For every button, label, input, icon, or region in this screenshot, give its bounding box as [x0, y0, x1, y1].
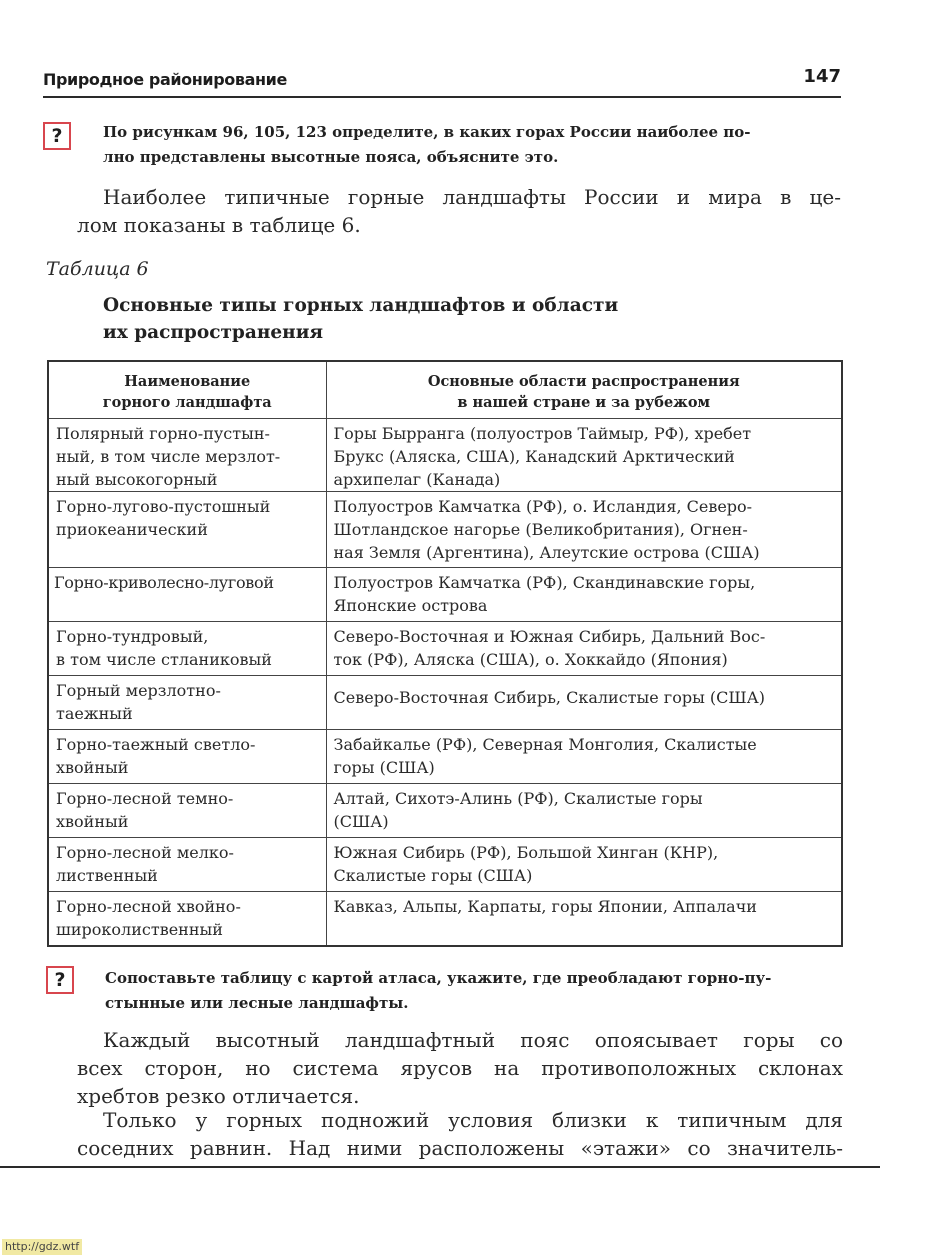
- column-header-areas: Основные области распространения в нашей стране и за рубежом: [326, 361, 842, 419]
- body-line: Только у горных подножий условия близки к типичным для: [103, 1108, 843, 1132]
- table-label: Таблица 6: [46, 258, 149, 280]
- section-title: Природное районирование: [43, 70, 287, 89]
- intro-line: Наиболее типичные горные ландшафты России и мира в це-: [103, 185, 841, 209]
- question-1-line: По рисункам 96, 105, 123 определите, в каких горах России наиболее по-: [103, 123, 751, 141]
- question-mark-icon: ?: [43, 122, 71, 150]
- landscape-name-cell: Полярный горно-пустын- ный, в том числе мерзлот- ный высокогорный: [48, 419, 326, 492]
- table-row: [48, 492, 842, 568]
- intro-paragraph: [77, 183, 841, 239]
- table-row: [48, 419, 842, 492]
- landscape-areas-cell: Южная Сибирь (РФ), Большой Хинган (КНР), Скалистые горы (США): [326, 838, 842, 892]
- question-1: [103, 120, 841, 170]
- page-header: [43, 66, 841, 98]
- table-row: [48, 622, 842, 676]
- landscape-name-cell: Горно-тундровый, в том числе стланиковый: [48, 622, 326, 676]
- question-1-line: лно представлены высотные пояса, объясните это.: [103, 148, 559, 166]
- table-row: [48, 892, 842, 946]
- landscape-areas-cell: Алтай, Сихотэ-Алинь (РФ), Скалистые горы (США): [326, 784, 842, 838]
- landscape-name-cell: Горно-криволесно-луговой: [48, 568, 326, 622]
- question-2-line: Сопоставьте таблицу с картой атласа, укажите, где преобладают горно-пу-: [105, 969, 772, 987]
- footer-rule: [0, 1166, 880, 1168]
- body-paragraph-2: [77, 1106, 843, 1162]
- intro-line: лом показаны в таблице 6.: [77, 213, 361, 237]
- body-paragraph-1: [77, 1026, 843, 1110]
- body-line: хребтов резко отличается.: [77, 1084, 360, 1108]
- page-number: 147: [803, 66, 841, 87]
- table-title-line: их распространения: [103, 322, 324, 343]
- landscape-name-cell: Горно-лесной мелко- лиственный: [48, 838, 326, 892]
- landscape-areas-cell: Кавказ, Альпы, Карпаты, горы Японии, Аппалачи: [326, 892, 842, 946]
- watermark: http://gdz.wtf: [2, 1239, 82, 1255]
- question-2-line: стынные или лесные ландшафты.: [105, 994, 409, 1012]
- landscape-areas-cell: Полуостров Камчатка (РФ), Скандинавские горы, Японские острова: [326, 568, 842, 622]
- landscape-areas-cell: Северо-Восточная Сибирь, Скалистые горы (США): [326, 676, 842, 730]
- landscape-name-cell: Горный мерзлотно- таежный: [48, 676, 326, 730]
- table-row: [48, 784, 842, 838]
- question-2: [105, 966, 841, 1016]
- landscape-areas-cell: Северо-Восточная и Южная Сибирь, Дальний Вос- ток (РФ), Аляска (США), о. Хоккайдо (Япония): [326, 622, 842, 676]
- question-mark-icon: ?: [46, 966, 74, 994]
- table-row: [48, 676, 842, 730]
- landscape-name-cell: Горно-лесной хвойно- широколиственный: [48, 892, 326, 946]
- landscape-name-cell: Горно-лугово-пустошный приокеанический: [48, 492, 326, 568]
- table-row: [48, 730, 842, 784]
- table-header-row: [48, 361, 842, 419]
- body-line: Каждый высотный ландшафтный пояс опоясывает горы со: [103, 1028, 843, 1052]
- table-row: [48, 568, 842, 622]
- landscape-name-cell: Горно-таежный светло- хвойный: [48, 730, 326, 784]
- landscape-table: [47, 360, 843, 947]
- landscape-areas-cell: Горы Бырранга (полуостров Таймыр, РФ), хребет Брукс (Аляска, США), Канадский Арктический архипелаг (Канада): [326, 419, 842, 492]
- landscape-areas-cell: Забайкалье (РФ), Северная Монголия, Скалистые горы (США): [326, 730, 842, 784]
- body-line: соседних равнин. Над ними расположены «этажи» со значитель-: [77, 1136, 843, 1160]
- landscape-areas-cell: Полуостров Камчатка (РФ), о. Исландия, Северо- Шотландское нагорье (Великобритания), Огнен- ная Земля (Аргентина), Алеутские острова (США): [326, 492, 842, 568]
- table-title-line: Основные типы горных ландшафтов и области: [103, 295, 619, 316]
- table-title: [103, 292, 618, 346]
- landscape-name-cell: Горно-лесной темно- хвойный: [48, 784, 326, 838]
- column-header-landscape: Наименование горного ландшафта: [48, 361, 326, 419]
- body-line: всех сторон, но система ярусов на противоположных склонах: [77, 1056, 843, 1080]
- table-row: [48, 838, 842, 892]
